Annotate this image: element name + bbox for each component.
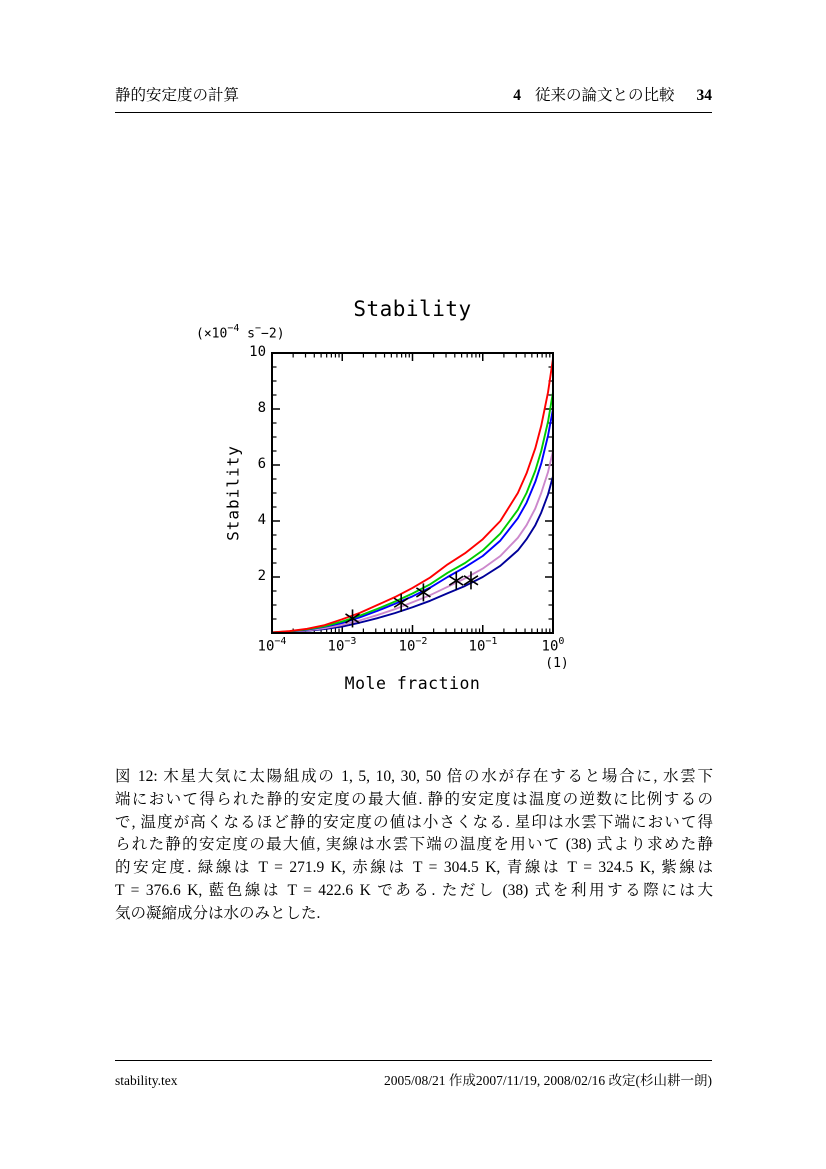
chart-title: Stability xyxy=(353,297,472,321)
y-unit-exponent-1: −4 xyxy=(227,323,240,334)
caption-line: 的安定度. 緑線は T = 271.9 K, 赤線は T = 304.5 K, 青線は T = 324.5 K, 紫線は xyxy=(115,859,713,877)
axis-ticks xyxy=(272,353,553,633)
y-axis-label: Stability xyxy=(223,445,243,541)
footer-revision-info: 2005/08/21 作成2007/11/19, 2008/02/16 改定(杉山耕一朗) xyxy=(384,1073,712,1088)
y-tick-label-6: 6 xyxy=(257,456,266,472)
x-tick-label-1e0 xyxy=(521,637,585,655)
y-unit-part-3: −2) xyxy=(261,326,285,342)
running-head-left: 静的安定度の計算 xyxy=(115,87,240,104)
x-tick-base: 10 xyxy=(541,638,559,655)
section-number: 4 xyxy=(513,87,521,104)
x-tick-label-1e-1 xyxy=(451,637,515,655)
y-tick-label-10: 10 xyxy=(249,344,266,360)
plot-frame xyxy=(272,353,553,633)
x-tick-base: 10 xyxy=(398,638,416,655)
x-tick-label-1e-2 xyxy=(381,637,445,655)
x-tick-label-1e-4 xyxy=(240,637,304,655)
x-tick-exponent: −3 xyxy=(344,636,357,647)
caption-line: 図 12: 木星大気に太陽組成の 1, 5, 10, 30, 50 倍の水が存在すると場合に, 水雲下 xyxy=(115,768,713,785)
y-unit-part-1: (×10 xyxy=(196,326,228,342)
x-tick-exponent: 0 xyxy=(558,636,565,647)
caption-line: 端において得られた静的安定度の最大値. 静的安定度は温度の逆数に比例するの xyxy=(115,790,713,808)
series-line-4 xyxy=(272,359,553,633)
series-line-1 xyxy=(272,451,553,633)
x-tick-base: 10 xyxy=(327,638,345,655)
y-unit-exponent-2: − xyxy=(255,323,262,334)
x-tick-exponent: −4 xyxy=(274,636,287,647)
x-tick-label-1e-3 xyxy=(310,637,374,655)
x-axis-unit-label: (1) xyxy=(545,656,569,671)
y-axis-unit-label xyxy=(196,324,285,341)
caption-line: T = 376.6 K, 藍色線は T = 422.6 K である. ただし (38) 式を利用する際には大 xyxy=(115,881,713,899)
stability-curves xyxy=(272,359,553,633)
figure-caption xyxy=(115,766,713,926)
footer-filename: stability.tex xyxy=(115,1073,178,1088)
caption-line: で, 温度が高くなるほど静的安定度の値は小さくなる. 星印は水雲下端において得 xyxy=(115,813,713,831)
x-tick-base: 10 xyxy=(468,638,486,655)
x-tick-exponent: −2 xyxy=(415,636,428,647)
caption-line: られた静的安定度の最大値, 実線は水雲下端の温度を用いて (38) 式より求めた静 xyxy=(115,836,713,854)
y-tick-label-8: 8 xyxy=(257,400,266,416)
page-footer xyxy=(115,1060,712,1089)
series-line-0 xyxy=(272,476,553,633)
y-tick-label-2: 2 xyxy=(257,568,266,584)
y-tick-label-4: 4 xyxy=(257,512,266,528)
x-tick-exponent: −1 xyxy=(485,636,498,647)
section-title: 従来の論文との比較 xyxy=(534,87,675,104)
y-unit-part-2: s xyxy=(239,326,256,342)
page-number: 34 xyxy=(696,87,712,104)
caption-line: 気の凝縮成分は水のみとした. xyxy=(115,904,321,922)
x-tick-base: 10 xyxy=(257,638,275,655)
x-axis-label: Mole fraction xyxy=(344,674,481,693)
